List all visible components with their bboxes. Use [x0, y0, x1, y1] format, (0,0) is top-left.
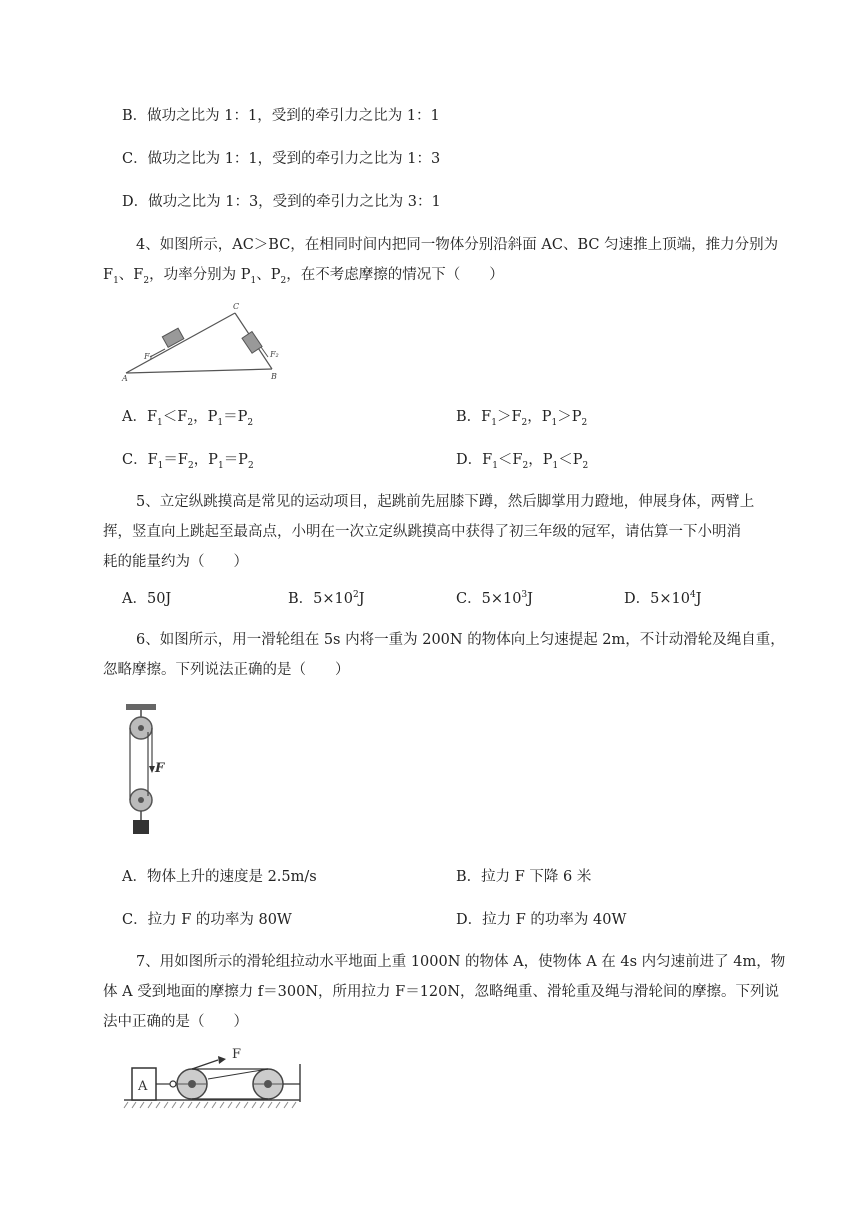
q4-option-d: D．$F_1<F_2$，$P_1<P_2$ [456, 452, 589, 471]
pulley-system-figure [118, 702, 178, 842]
label-f2: F₂ [270, 350, 279, 359]
q3-option-d: D．做功之比为 1：3，受到的牵引力之比为 3：1 [122, 194, 441, 210]
q4-option-b: B．$F_1>F_2$，$P_1>P_2$ [456, 409, 588, 428]
q7-stem-line3: 法中正确的是（ ） [103, 1014, 248, 1030]
label-a: A [122, 374, 128, 383]
q6-stem-line1: 6、如图所示，用一滑轮组在 5s 内将一重为 200N 的物体向上匀速提起 2m，不计动滑轮及绳自重， [136, 632, 785, 648]
label-f: F [232, 1047, 242, 1062]
q5-option-b: B．$5\times 10^2J$ [288, 590, 365, 607]
q6-option-c: C．拉力 F 的功率为 80W [122, 912, 292, 928]
label-b: B [271, 372, 277, 381]
q4-stem-line2: $F_1$、$F_2$，功率分别为 $P_1$、$P_2$，在不考虑摩擦的情况下（ ） [103, 267, 504, 286]
q3-option-b: B．做功之比为 1：1，受到的牵引力之比为 1：1 [122, 108, 440, 124]
q5-stem-line2: 挥，竖直向上跳起至最高点，小明在一次立定纵跳摸高中获得了初三年级的冠军，请估算一下小明消 [103, 524, 741, 540]
q3-option-c: C．做功之比为 1：1，受到的牵引力之比为 1：3 [122, 151, 441, 167]
q4-stem-line1: 4、如图所示，AC＞BC，在相同时间内把同一物体分别沿斜面 AC、BC 匀速推上顶端，推力分别为 [136, 237, 779, 253]
horizontal-pulley-figure [122, 1046, 312, 1112]
q4-option-a: A．$F_1<F_2$，$P_1=P_2$ [122, 409, 254, 428]
q6-option-a: A．物体上升的速度是 2.5m/s [122, 869, 317, 885]
q6-option-d: D．拉力 F 的功率为 40W [456, 912, 627, 928]
q4-option-c: C．$F_1=F_2$，$P_1=P_2$ [122, 452, 254, 471]
label-f: F [155, 761, 165, 776]
q6-option-b: B．拉力 F 下降 6 米 [456, 869, 592, 885]
q6-stem-line2: 忽略摩擦。下列说法正确的是（ ） [103, 662, 350, 678]
label-block-a: A [138, 1079, 148, 1094]
label-c: C [233, 302, 240, 311]
weight-block [133, 820, 149, 834]
incline-figure [120, 295, 300, 385]
block-on-ac [162, 328, 184, 347]
q5-stem-line3: 耗的能量约为（ ） [103, 554, 248, 570]
q5-stem-line1: 5、立定纵跳摸高是常见的运动项目，起跳前先屈膝下蹲，然后脚掌用力蹬地，伸展身体，两臂上 [136, 494, 755, 510]
label-f1: F₁ [144, 352, 153, 361]
q7-stem-line1: 7、用如图所示的滑轮组拉动水平地面上重 1000N 的物体 A，使物体 A 在 4s 内匀速前进了 4m，物 [136, 954, 786, 970]
q7-stem-line2: 体 A 受到地面的摩擦力 f＝300N，所用拉力 F＝120N，忽略绳重、滑轮重及绳与滑轮间的摩擦。下列说 [103, 984, 780, 1000]
q5-option-a: A．50J [122, 591, 172, 607]
q5-option-c: C．$5\times 10^3J$ [456, 590, 533, 607]
q5-option-d: D．$5\times 10^4J$ [624, 590, 702, 607]
